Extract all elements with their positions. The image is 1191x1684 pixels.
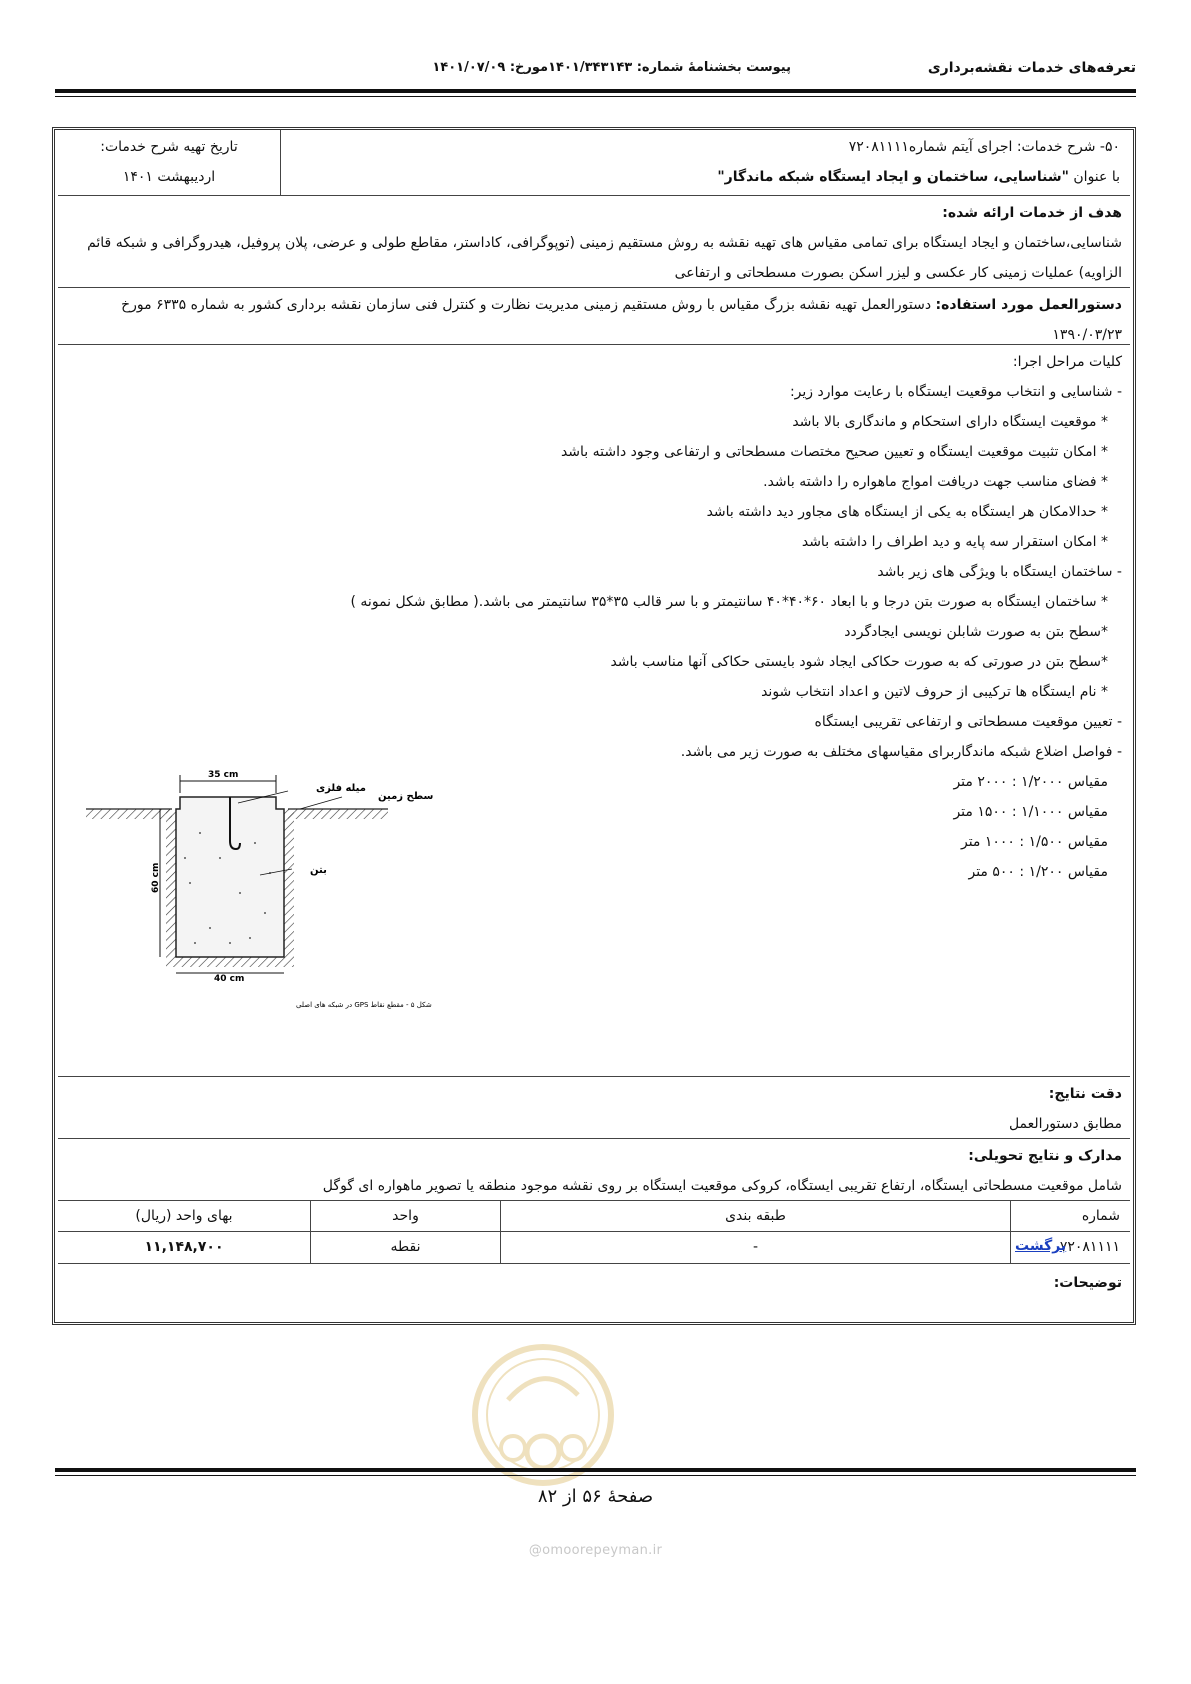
scale-line: مقیاس ۱/۵۰۰ : ۱۰۰۰ متر (960, 834, 1108, 850)
service-title-row (58, 130, 1130, 196)
step-line: * موقعیت ایستگاه دارای استحکام و ماندگاری بالا باشد (792, 414, 1108, 430)
rod-label: میله فلزی (316, 783, 366, 794)
ground-hatch-right (288, 809, 388, 819)
header-rule (55, 89, 1136, 93)
header-unit: واحد (310, 1201, 500, 1231)
goal-section (58, 196, 1130, 288)
step-line: * امکان تثبیت موقعیت ایستگاه و تعیین صحیح مختصات مسطحاتی و ارتفاعی وجود داشته باشد (560, 444, 1108, 460)
service-title-prefix: با عنوان (1068, 169, 1120, 185)
footer-rule-thin (55, 1475, 1136, 1476)
watermark-text: @omoorepeyman.ir (528, 1543, 663, 1558)
scale-line: مقیاس ۱/۲۰۰ : ۵۰۰ متر (968, 864, 1108, 880)
service-title-line (281, 162, 1120, 192)
instruction-heading: دستورالعمل مورد استفاده: (935, 297, 1122, 313)
header-price: بهای واحد (ریال) (135, 1208, 233, 1224)
accuracy-section (58, 1077, 1130, 1139)
prep-date-cell (58, 130, 281, 195)
concrete-label: بتن (310, 865, 327, 876)
depth-label: 60 cm (151, 862, 161, 893)
step-line: *سطح بتن در صورتی که به صورت حکاکی ایجاد شود بایستی حکاکی آنها مناسب باشد (610, 654, 1108, 670)
step-line: - تعیین موقعیت مسطحاتی و ارتفاعی تقریبی ایستگاه (814, 714, 1122, 730)
notes-heading: توضیحات: (1053, 1275, 1122, 1291)
pit-wall-left (166, 809, 176, 957)
step-line: * ساختمان ایستگاه به صورت بتن درجا و با ابعاد ۶۰*۴۰*۴۰ سانتیمتر و با سر قالب ۳۵*۳۵ سانتیمتر می باشد.( مطابق شکل نمونه ) (350, 594, 1108, 610)
instruction-text-block (66, 290, 1122, 350)
ground-label: سطح زمین (378, 791, 434, 802)
header-classification: طبقه بندی (500, 1201, 1010, 1231)
step-line: * فضای مناسب جهت دریافت امواج ماهواره را داشته باشد. (763, 474, 1108, 490)
goal-text: شناسایی،ساختمان و ایجاد ایستگاه برای تمامی مقیاس های تهیه نقشه به روش مستقیم زمینی (توپوگرافی، کاداستر، مقاطع طولی و عرضی، پلان پروفیل، هیدروگرافی و شبکه قائم الزاویه) عملیات زمینی کار عکسی و لیزر اسکن بصورت مسطحاتی و ارتفاعی (87, 235, 1122, 281)
row-number: ۷۲۰۸۱۱۱۱ (1010, 1232, 1130, 1263)
row-classification: - (500, 1232, 1010, 1263)
step-line: - فواصل اضلاع شبکه ماندگاربرای مقیاسهای مختلف به صورت زیر می باشد. (680, 744, 1122, 760)
scale-line: مقیاس ۱/۱۰۰۰ : ۱۵۰۰ متر (953, 804, 1108, 820)
accuracy-text: مطابق دستورالعمل (1008, 1116, 1122, 1132)
document-title: تعرفه‌های خدمات نقشه‌برداری (927, 60, 1136, 76)
step-line: *سطح بتن به صورت شابلن نویسی ایجادگردد (844, 624, 1108, 640)
header-rule-thin (55, 96, 1136, 97)
instruction-text: دستورالعمل تهیه نقشه بزرگ مقیاس با روش مستقیم زمینی مدیریت نظارت و کنترل فنی سازمان نقشه برداری کشور به شماره ۶۳۳۵ مورخ ۱۳۹۰/۰۳/۲۳ (121, 297, 1122, 343)
steps-section (58, 345, 1130, 1077)
service-number-line: ۵۰- شرح خدمات: اجرای آیتم شماره۷۲۰۸۱۱۱۱ (848, 139, 1120, 155)
step-line: - ساختمان ایستگاه با ویژگی های زیر باشد (877, 564, 1122, 580)
ground-hatch-left (86, 809, 172, 819)
bottom-width-label: 40 cm (214, 974, 245, 984)
pit-floor (166, 957, 294, 967)
prep-date-label: تاریخ تهیه شرح خدمات: (100, 139, 238, 155)
footer-rule (55, 1468, 1136, 1472)
deliverables-text: شامل موقعیت مسطحاتی ایستگاه، ارتفاع تقریبی ایستگاه، کروکی موقعیت ایستگاه بر روی نقشه موجود منطقه یا تصویر ماهواره ای گوگل (322, 1178, 1122, 1194)
step-line: * نام ایستگاه ها ترکیبی از حروف لاتین و اعداد انتخاب شوند (761, 684, 1108, 700)
notes-section (58, 1264, 1130, 1321)
pit-wall-right (284, 809, 294, 957)
ground-leader (300, 797, 342, 809)
row-unit: نقطه (310, 1232, 500, 1263)
step-line: * امکان استقرار سه پایه و دید اطراف را داشته باشد (801, 534, 1108, 550)
steps-heading: کلیات مراحل اجرا: (1012, 354, 1122, 370)
row-price: ۱۱,۱۴۸,۷۰۰ (144, 1239, 224, 1255)
step-line: * حدالامکان هر ایستگاه به یکی از ایستگاه های مجاور دید داشته باشد (706, 504, 1108, 520)
accuracy-heading: دقت نتایج: (1048, 1086, 1122, 1102)
deliverables-section (58, 1139, 1130, 1201)
deliverables-heading: مدارک و نتایج تحویلی: (968, 1148, 1122, 1164)
service-sheet (52, 127, 1136, 1325)
prep-date-value: اردیبهشت ۱۴۰۱ (122, 169, 216, 185)
table-row (58, 1232, 1130, 1264)
service-description-cell (281, 130, 1130, 195)
station-cross-section-diagram (80, 763, 434, 1021)
scale-line: مقیاس ۱/۲۰۰۰ : ۲۰۰۰ متر (953, 774, 1108, 790)
header-number: شماره (1010, 1201, 1130, 1231)
diagram-caption: شکل ۵ - مقطع نقاط GPS در شبکه های اصلی (296, 1001, 432, 1009)
instruction-section (58, 288, 1130, 345)
goal-heading: هدف از خدمات ارائه شده: (942, 205, 1122, 221)
circular-reference: پیوست بخشنامهٔ شماره: ۱۴۰۱/۳۴۳۱۴۳مورخ: ۱۴۰۱/۰۷/۰۹ (432, 60, 791, 75)
price-table-header (58, 1201, 1130, 1232)
top-width-label: 35 cm (208, 770, 239, 780)
back-link[interactable]: برگشت (1015, 1238, 1067, 1254)
step-line: - شناسایی و انتخاب موقعیت ایستگاه با رعایت موارد زیر: (789, 384, 1122, 400)
page-header (55, 52, 1136, 82)
page-number: صفحهٔ ۵۶ از ۸۲ (537, 1486, 654, 1507)
service-title: "شناسایی، ساختمان و ایجاد ایستگاه شبکه ماندگار" (717, 169, 1069, 185)
